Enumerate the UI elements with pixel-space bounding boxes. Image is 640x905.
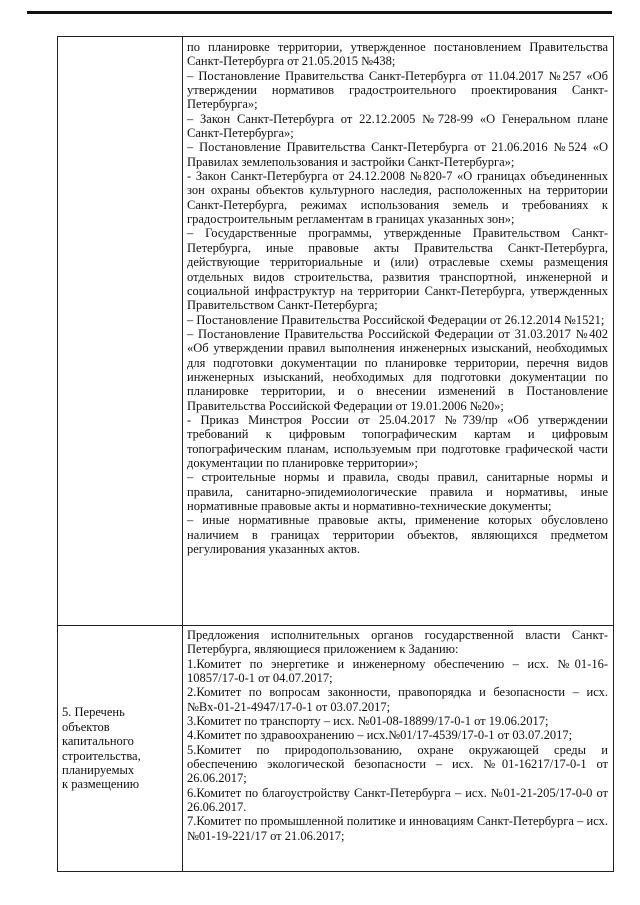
row2-left-cell (58, 626, 183, 872)
row2-right-cell (183, 626, 614, 872)
normative-documents-list (183, 37, 613, 556)
list-item: по планировке территории, утвержденное постановлением Правительства Санкт-Петербурга от 21.05.2015 №438; (187, 40, 608, 69)
list-item: - Закон Санкт-Петербурга от 24.12.2008 №820-7 «О границах объединенных зон охраны объектов культурного наследия, расположенных на территории Санкт-Петербурга, режимах использования земель и требованиях к градостроительным регламентам в границах указанных зон»; (187, 169, 608, 227)
row1-left-cell (58, 37, 183, 626)
list-item: 1.Комитет по энергетике и инженерному обеспечению – исх. №01-16-10857/17-0-1 от 04.07.2017; (187, 656, 608, 686)
list-item: 5.Комитет по природопользованию, охране окружающей среды и обеспечению экологической безопасности – исх. №01-16217/17-0-1 от 26.06.2017; (187, 742, 608, 786)
list-item: – Государственные программы, утвержденные Правительством Санкт-Петербурга, иные правовые акты Правительства Санкт-Петербурга, действующие территориальные и (или) отраслевые схемы размещения отдельных видов строительства, развития транспортной, инженерной и социальной инфраструктур на территории Санкт-Петербурга, утвержденных Правительством Санкт-Петербурга; (187, 226, 608, 313)
list-item: – иные нормативные правовые акты, применение которых обусловлено наличием в границах территории объектов, являющихся предметом регулирования указанных актов. (187, 513, 608, 557)
list-item: 7.Комитет по промышленной политике и инновациям Санкт-Петербурга – исх.№01-19-221/17 от 21.06.2017; (187, 814, 608, 843)
requirements-table (57, 36, 614, 872)
committee-proposals-list (183, 626, 613, 843)
list-item: – Закон Санкт-Петербурга от 22.12.2005 №728-99 «О Генеральном плане Санкт-Петербурга»; (187, 111, 608, 141)
list-item: – Постановление Правительства Санкт-Петербурга от 21.06.2016 №524 «О Правилах землепользования и застройки Санкт-Петербурга»; (187, 140, 608, 169)
left-label-line: объектов (62, 719, 110, 734)
table-row-capital-objects (58, 626, 614, 872)
list-item: 2.Комитет по вопросам законности, правопорядка и безопасности – исх. №Вх-01-21-4947/17-0-1 от 03.07.2017; (187, 685, 608, 714)
header-rule (27, 11, 612, 14)
table-row-normative-documents (58, 37, 614, 626)
list-item: 4.Комитет по здравоохранению – исх.№01/17-4539/17-0-1 от 03.07.2017; (187, 728, 573, 743)
row2-left-wrap (58, 626, 182, 871)
list-item: – Постановление Правительства Российской Федерации от 26.12.2014 №1521; (187, 312, 605, 327)
row2-left-label (58, 705, 182, 791)
left-label-line: капитального (62, 734, 134, 749)
list-item: – строительные нормы и правила, своды правил, санитарные нормы и правила, санитарно-эпидемиологические правила и нормативы, иные нормативные правовые акты и нормативно-технические документы; (187, 470, 608, 513)
left-label-line: строительства, (62, 748, 141, 763)
list-item: – Постановление Правительства Российской Федерации от 31.03.2017 №402 «Об утверждении правил выполнения инженерных изысканий, необходимых для подготовки документации по планировке территории, перечня видов инженерных изысканий, необходимых для подготовки документации по планировке территории, и о внесении изменений в Постановление Правительства Российской Федерации от 19.01.2006 №20»; (187, 326, 608, 413)
list-item: - Приказ Минстроя России от 25.04.2017 №739/пр «Об утверждении требований к цифровым топографическим картам и цифровым топографическим планам, используемым при подготовке графической части документации по планировке территории»; (187, 412, 608, 470)
list-item: 6.Комитет по благоустройству Санкт-Петербурга – исх. №01-21-205/17-0-0 от 26.06.2017. (187, 785, 608, 815)
left-label-line: планируемых (62, 762, 135, 777)
row1-right-cell (183, 37, 614, 626)
left-label-line: к размещению (62, 777, 140, 792)
left-label-line: 5. Перечень (62, 705, 125, 720)
list-item: Предложения исполнительных органов государственной власти Санкт-Петербурга, являющиеся приложением к Заданию: (187, 628, 608, 657)
list-item: 3.Комитет по транспорту – исх. №01-08-18899/17-0-1 от 19.06.2017; (187, 714, 549, 729)
list-item: – Постановление Правительства Санкт-Петербурга от 11.04.2017 №257 «Об утверждении нормативов градостроительного проектирования Санкт-Петербурга»; (187, 68, 608, 112)
